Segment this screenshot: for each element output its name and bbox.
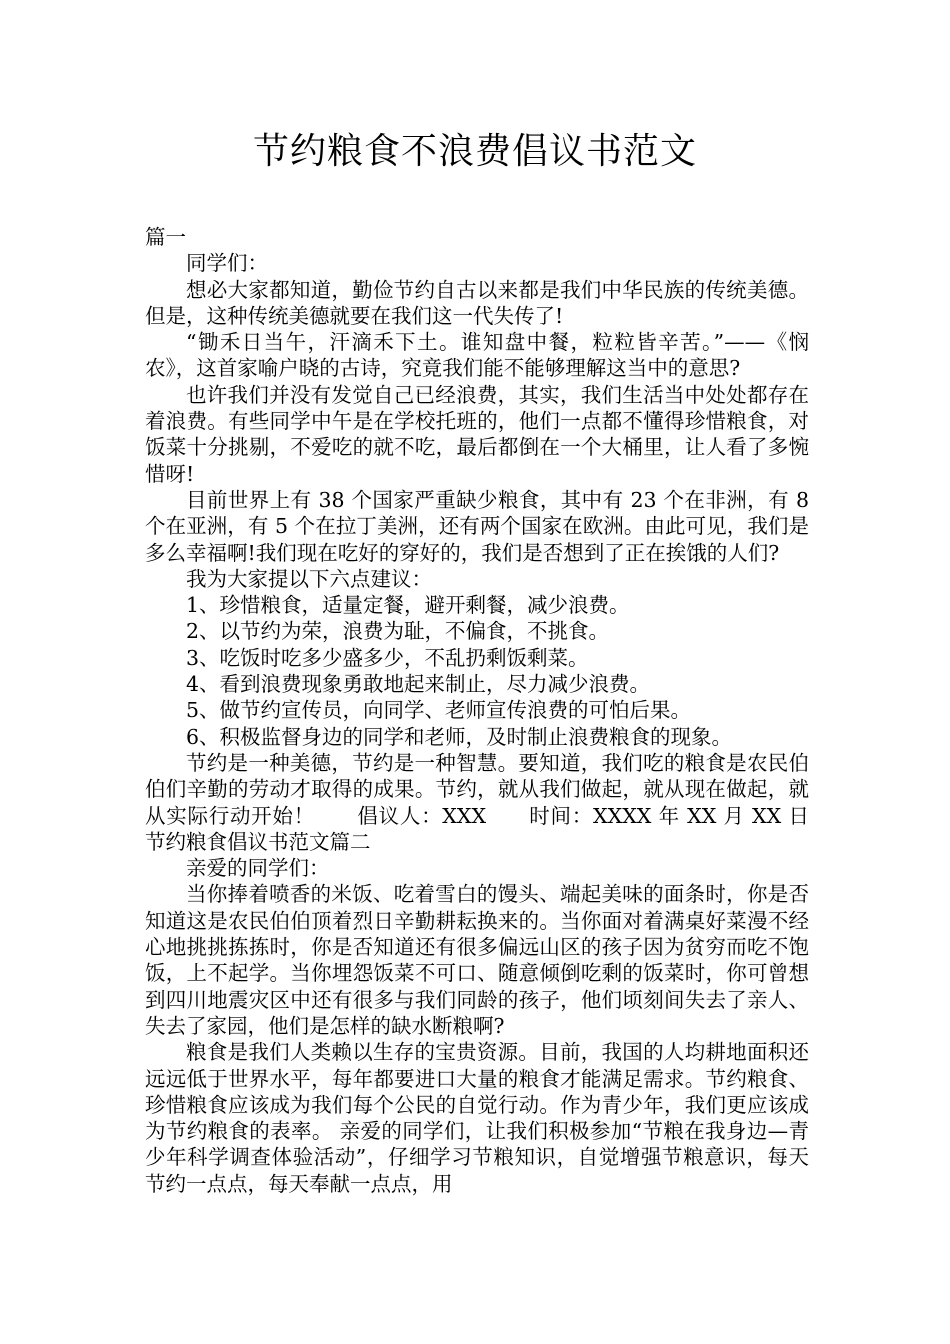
paragraph: 亲爱的同学们：: [186, 856, 330, 881]
document-body: [145, 224, 850, 1197]
document-title: 节约粮食不浪费倡议书范文: [252, 131, 697, 172]
paragraph: 篇一: [145, 225, 186, 249]
paragraph: 4、看到浪费现象勇敢地起来制止，尽力减少浪费。: [186, 672, 651, 697]
paragraph: 也许我们并没有发觉自己已经浪费，其实，我们生活当中处处都存在着浪费。有些同学中午是在学校托班的，他们一点都不懂得珍惜粮食，对饭菜十分挑剔，不爱吃的就不吃，最后都倒在一个大桶里，让人看了多惋惜呀!: [145, 382, 809, 486]
paragraph: 节约是一种美德，节约是一种智慧。要知道，我们吃的粮食是农民伯伯们辛勤的劳动才取得的成果。节约，就从我们做起，就从现在做起，就从实际行动开始！ 倡议人：XXX 时间：XXXX 年 XX 月 XX 日 节约粮食倡议书范文篇二: [145, 750, 850, 854]
paragraph: 粮食是我们人类赖以生存的宝贵资源。目前，我国的人均耕地面积还远远低于世界水平，每年都要进口大量的粮食才能满足需求。节约粮食、珍惜粮食应该成为我们每个公民的自觉行动。作为青少年，我们更应该成为节约粮食的表率。 亲爱的同学们，让我们积极参加“节粮在我身边—青少年科学调查体验活动”，仔细学习节粮知识，自觉增强节粮意识，每天节约一点点，每天奉献一点点，用: [145, 1040, 809, 1196]
paragraph: 5、做节约宣传员，向同学、老师宣传浪费的可怕后果。: [186, 698, 692, 723]
paragraph: “锄禾日当午，汗滴禾下土。谁知盘中餐，粒粒皆辛苦。”——《悯农》，这首家喻户晓的古诗，究竟我们能不能够理解这当中的意思?: [145, 330, 809, 381]
paragraph: 想必大家都知道，勤俭节约自古以来都是我们中华民族的传统美德。但是，这种传统美德就要在我们这一代失传了!: [145, 277, 809, 328]
paragraph: 我为大家提以下六点建议：: [186, 566, 432, 591]
paragraph: 同学们：: [186, 251, 268, 276]
paragraph: 当你捧着喷香的米饭、吃着雪白的馒头、端起美味的面条时，你是否知道这是农民伯伯顶着烈日辛勤耕耘换来的。当你面对着满桌好菜漫不经心地挑挑拣拣时，你是否知道还有很多偏远山区的孩子因为贫穷而吃不饱饭，上不起学。当你埋怨饭菜不可口、随意倾倒吃剩的饭菜时，你可曾想到四川地震灾区中还有很多与我们同龄的孩子，他们顷刻间失去了亲人、失去了家园，他们是怎样的缺水断粮啊?: [145, 882, 809, 1038]
paragraph: 3、吃饭时吃多少盛多少，不乱扔剩饭剩菜。: [186, 645, 589, 670]
paragraph: 2、以节约为荣，浪费为耻，不偏食，不挑食。: [186, 619, 610, 644]
paragraph: 目前世界上有 38 个国家严重缺少粮食，其中有 23 个在非洲，有 8 个在亚洲，有 5 个在拉丁美洲，还有两个国家在欧洲。由此可见，我们是多么幸福啊!我们现在吃好的穿好的，我们是否想到了正在挨饿的人们?: [145, 487, 809, 565]
paragraph: 1、珍惜粮食，适量定餐，避开剩餐，减少浪费。: [186, 593, 630, 618]
paragraph: 6、积极监督身边的同学和老师，及时制止浪费粮食的现象。: [186, 724, 733, 749]
